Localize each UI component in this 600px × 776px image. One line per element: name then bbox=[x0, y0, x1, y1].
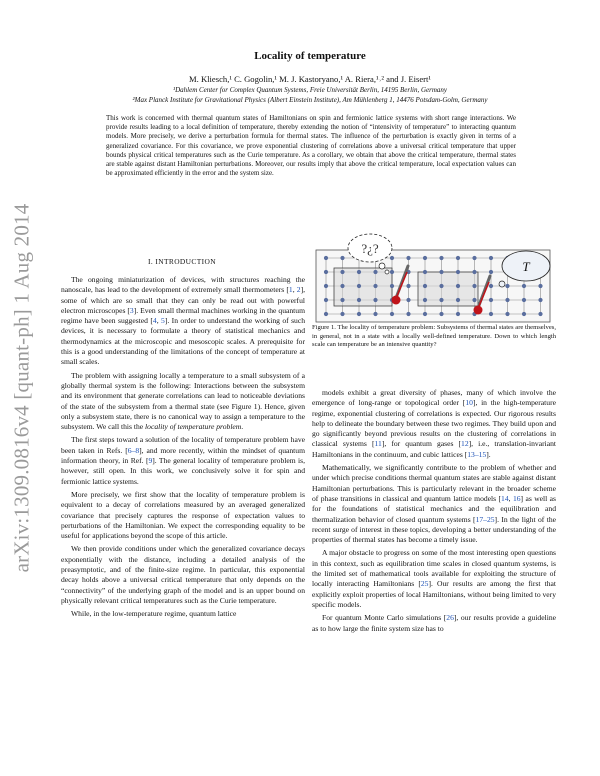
lattice-site bbox=[357, 270, 361, 274]
lattice-site bbox=[456, 298, 460, 302]
lattice-site bbox=[489, 270, 493, 274]
lattice-site bbox=[357, 298, 361, 302]
section-heading: I. INTRODUCTION bbox=[148, 257, 216, 266]
lattice-site bbox=[489, 284, 493, 288]
body-paragraph bbox=[61, 275, 305, 368]
paragraph-text: ]. In order to understand the working of such devices, it is necessary to formulate a theory of statistical mechanics and thermodynamics at the microscopic and mesoscopic scales. A prerequisite for this is a good understanding of the limitations of the concept of temperature at small scales. bbox=[61, 316, 305, 367]
citation-link[interactable]: 3 bbox=[129, 305, 134, 315]
figure-1 bbox=[312, 232, 556, 326]
body-paragraph bbox=[61, 371, 305, 433]
lattice-site bbox=[472, 284, 476, 288]
paragraph-text: ], our results provide a guideline as to how large the finite system size has to bbox=[312, 613, 556, 633]
citation-link[interactable]: 1 bbox=[288, 285, 293, 295]
lattice-site bbox=[324, 298, 328, 302]
affiliation-1: ¹Dahlem Center for Complex Quantum Systems, Freie Universität Berlin, 14195 Berlin, Germany bbox=[172, 86, 448, 94]
lattice-site bbox=[324, 256, 328, 260]
arxiv-side-stamp bbox=[0, 0, 40, 776]
paragraph-text: The first steps toward a solution of the locality of temperature problem have been taken in Refs. [ bbox=[61, 435, 305, 455]
paragraph-text: ], i.e., translation-invariant Hamiltonians in the continuum, and cubic lattices [ bbox=[312, 439, 556, 459]
paragraph-text: ], some of which are so small that they can only be read out with powerful electron microscopes [ bbox=[61, 285, 305, 315]
subsystem-middle bbox=[418, 272, 478, 306]
lattice-site bbox=[423, 284, 427, 288]
lattice-site bbox=[357, 284, 361, 288]
citation-link[interactable]: 17–25 bbox=[475, 514, 495, 524]
lattice-site bbox=[423, 256, 427, 260]
body-paragraph bbox=[61, 435, 305, 486]
paragraph-text: Mathematically, we significantly contribute to the problem of whether and under which precise conditions thermal quantum states are stable against distant Hamiltonian perturbations. This is particularly relevant in the broader scheme of phase transitions in classical and quantum lattice models [ bbox=[312, 463, 556, 503]
paragraph-text: , bbox=[156, 316, 162, 326]
lattice-site bbox=[472, 256, 476, 260]
lattice-site bbox=[406, 284, 410, 288]
lattice-site bbox=[406, 312, 410, 316]
paper-title: Locality of temperature bbox=[254, 50, 366, 62]
lattice-site bbox=[357, 312, 361, 316]
lattice-site bbox=[390, 312, 394, 316]
paragraph-text: ]. Even small thermal machines working in the quantum regime have been suggested [ bbox=[61, 305, 305, 326]
lattice-site bbox=[456, 312, 460, 316]
figure-caption: Figure 1. The locality of temperature problem: Subsystems of thermal states are themselves, in general, not in a state with a locally well-defined temperature. Down to which length scale can temperature be an intensive quantity? bbox=[312, 324, 556, 349]
body-paragraph bbox=[61, 490, 305, 541]
lattice-site bbox=[324, 270, 328, 274]
paragraph-text: ]. In the light of the recent surge of interest in these topics, developing a better understanding of the properties of thermal states has become a timely issue. bbox=[312, 514, 556, 545]
lattice-site bbox=[324, 284, 328, 288]
lattice-site bbox=[505, 312, 509, 316]
paragraph-text: The problem with assigning locally a temperature to a small subsystem of a globally thermal system is the following: Interactions between the subsystem and its environment that generate correlations can lead to noticeable deviations of the state of the subsystem from a thermal state (see Figure 1). Hence, given only a subsystem state, there is no canonical way to assign a temperature to the subsystem. We call this the bbox=[61, 370, 305, 432]
right-column-body bbox=[312, 388, 556, 766]
citation-link[interactable]: 9 bbox=[148, 456, 153, 466]
lattice-site bbox=[373, 312, 377, 316]
paragraph-text: While, in the low-temperature regime, quantum lattice bbox=[71, 609, 237, 619]
body-paragraph bbox=[312, 613, 556, 634]
citation-link[interactable]: 5 bbox=[161, 316, 165, 326]
lattice-site bbox=[439, 256, 443, 260]
citation-link[interactable]: 12 bbox=[461, 439, 469, 449]
lattice-site bbox=[423, 298, 427, 302]
lattice-site bbox=[505, 284, 509, 288]
paragraph-text: models exhibit a great diversity of phases, many of which involve the emergence of long-range or topological order [ bbox=[312, 388, 556, 408]
temperature-symbol: T bbox=[522, 259, 530, 274]
paragraph-text: More precisely, we first show that the locality of temperature problem is equivalent to a decay of correlations measured by an averaged generalized covariance that precisely captures the response of expectation values to perturbations of the Hamiltonian. We expect the corresponding equality to be useful for applications beyond the scope of this article. bbox=[61, 489, 305, 541]
lattice-site bbox=[489, 298, 493, 302]
lattice-site bbox=[489, 312, 493, 316]
lattice-site bbox=[439, 270, 443, 274]
citation-link[interactable]: 6–8 bbox=[127, 445, 140, 455]
body-paragraph bbox=[61, 544, 305, 606]
lattice-site bbox=[324, 312, 328, 316]
lattice-site bbox=[390, 256, 394, 260]
affiliation-2: ²Max Planck Institute for Gravitational Physics (Albert Einstein Institute), Am Mühlenberg 1, 14476 Potsdam-Golm, Germany bbox=[132, 96, 488, 104]
paragraph-text: We then provide conditions under which the generalized covariance decays exponentially with the distance, including a detailed analysis of the preasymptotic, and of the finite-size regime. In particular, this exponential decay holds above a universal critical temperature that only depends on the “connectivity” of the underlying graph of the model and is an upper bound on physically relevant critical temperatures such as the Curie temperature. bbox=[61, 544, 305, 605]
lattice-site bbox=[489, 256, 493, 260]
lattice-site bbox=[538, 298, 542, 302]
paragraph-text: A major obstacle to progress on some of the most interesting open questions in this context, such as equilibration time scales in closed quantum systems, is the limited set of mathematical tools available for exploiting the structure of locally interacting Hamiltonians [ bbox=[312, 548, 556, 589]
lattice-site bbox=[390, 284, 394, 288]
lattice-site bbox=[340, 284, 344, 288]
lattice-site bbox=[340, 298, 344, 302]
lattice-site bbox=[522, 298, 526, 302]
body-paragraph bbox=[61, 609, 305, 619]
left-column-body bbox=[61, 275, 305, 765]
paragraph-text: ], for quantum gases [ bbox=[381, 439, 462, 449]
abstract: This work is concerned with thermal quantum states of Hamiltonians on spin and fermionic lattice systems with short range interactions. We provide results leading to a local definition of temperature, thereby extending the notion of “intensivity of temperature” to interacting quantum models. More precisely, we derive a perturbation formula for thermal states. The influence of the perturbation is exactly given in terms of a generalized covariance. For this covariance, we prove exponential clustering of correlations above a universal critical temperature that upper bounds physical critical temperatures such as the Curie temperature. As a corollary, we obtain that above the critical temperature, thermal states are stable against distant Hamiltonian perturbations. Moreover, our results imply that above the critical temperature, local expectation values can be approximated efficiently in the error and the system size. bbox=[106, 114, 516, 178]
lattice-site bbox=[340, 312, 344, 316]
lattice-site bbox=[423, 270, 427, 274]
lattice-site bbox=[522, 284, 526, 288]
lattice-site bbox=[340, 270, 344, 274]
thought-question-marks: ?¿? bbox=[361, 241, 379, 256]
emphasis-text: locality of temperature problem bbox=[145, 422, 242, 432]
lattice-site bbox=[456, 256, 460, 260]
lattice-site bbox=[423, 312, 427, 316]
paragraph-text: . bbox=[241, 422, 244, 432]
lattice-site bbox=[505, 298, 509, 302]
body-paragraph bbox=[312, 548, 556, 610]
arxiv-identifier: arXiv:1309.0816v4 [quant-ph] 1 Aug 2014 bbox=[9, 203, 34, 573]
paragraph-text: ] as well as for the foundations of statistical mechanics and the equilibration and thermalization behavior of closed quantum systems [ bbox=[312, 493, 556, 524]
paragraph-text: ]. The general locality of temperature problem is, however, still open. In this work, we conclusively solve it for spin and fermionic lattice systems. bbox=[61, 456, 305, 486]
lattice-site bbox=[373, 298, 377, 302]
paragraph-text: ], in the high-temperature regime, exponential clustering of correlations is expected. Our rigorous results help to delineate the boundary between these two regimes. They build upon and go significantly beyond previous results on the clustering of correlations in classical systems [ bbox=[312, 398, 556, 449]
body-paragraph bbox=[312, 388, 556, 460]
lattice-site bbox=[472, 298, 476, 302]
lattice-site bbox=[340, 256, 344, 260]
citation-link[interactable]: 4 bbox=[152, 316, 157, 326]
lattice-site bbox=[439, 284, 443, 288]
paragraph-text: For quantum Monte Carlo simulations [ bbox=[322, 613, 447, 623]
paragraph-text: The ongoing miniaturization of devices, with structures reaching the nanoscale, has lead to the development of extremely small thermometers [ bbox=[61, 275, 305, 295]
lattice-site bbox=[522, 312, 526, 316]
citation-link[interactable]: 2 bbox=[296, 285, 301, 295]
lattice-site bbox=[456, 284, 460, 288]
citation-link[interactable]: 14 bbox=[501, 493, 509, 503]
lattice-site bbox=[406, 256, 410, 260]
body-paragraph bbox=[312, 463, 556, 545]
lattice-illustration bbox=[312, 232, 556, 326]
paragraph-text: ]. Our results are among the first that explicitly exploit properties of local Hamiltonians, without being limited to very specific models. bbox=[312, 579, 556, 609]
citation-link[interactable]: 11 bbox=[374, 439, 382, 449]
lattice-site bbox=[538, 284, 542, 288]
paragraph-text: , bbox=[508, 493, 513, 503]
lattice-site bbox=[390, 270, 394, 274]
citation-link[interactable]: 13–15 bbox=[467, 449, 487, 459]
lattice-site bbox=[439, 298, 443, 302]
lattice-site bbox=[456, 270, 460, 274]
citation-link[interactable]: 10 bbox=[465, 398, 473, 408]
citation-link[interactable]: 25 bbox=[420, 579, 429, 589]
lattice-site bbox=[439, 312, 443, 316]
lattice-site bbox=[538, 312, 542, 316]
paragraph-text: , bbox=[292, 285, 297, 295]
lattice-site bbox=[472, 270, 476, 274]
lattice-site bbox=[373, 270, 377, 274]
lattice-site bbox=[406, 298, 410, 302]
citation-link[interactable]: 26 bbox=[446, 613, 454, 623]
paragraph-text: ], and more recently, within the mindset of quantum information theory, in Ref. [ bbox=[61, 445, 305, 466]
citation-link[interactable]: 16 bbox=[512, 493, 521, 503]
author-list: M. Kliesch,¹ C. Gogolin,¹ M. J. Kastoryano,¹ A. Riera,¹˒² and J. Eisert¹ bbox=[189, 74, 431, 84]
paragraph-text: ]. bbox=[486, 449, 491, 459]
lattice-site bbox=[373, 284, 377, 288]
